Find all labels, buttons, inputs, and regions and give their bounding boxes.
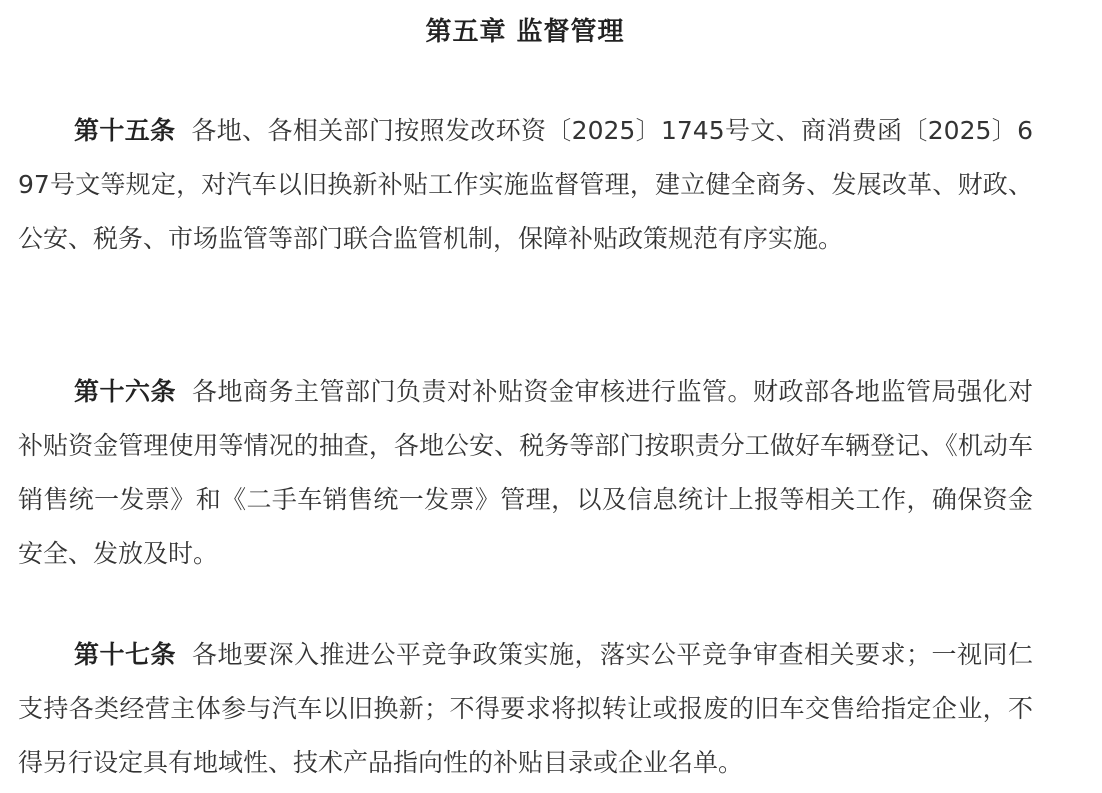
article-text: 各地、各相关部门按照发改环资〔2025〕1745号文、商消费函〔2025〕697号文等规定，对汽车以旧换新补贴工作实施监督管理，建立健全商务、发展改革、财政、公安、税务、市场监管等部门联合监管机制，保障补贴政策规范有序实施。: [18, 116, 1033, 253]
article-paragraph: [18, 365, 1033, 581]
article-label: 第十七条: [74, 640, 176, 669]
chapter-title: 第五章 监督管理: [425, 17, 625, 47]
article-text: 各地商务主管部门负责对补贴资金审核进行监管。财政部各地监管局强化对补贴资金管理使用等情况的抽查，各地公安、税务等部门按职责分工做好车辆登记、《机动车销售统一发票》和《二手车销售统一发票》管理，以及信息统计上报等相关工作，确保资金安全、发放及时。: [18, 377, 1033, 568]
article-paragraph: [18, 628, 1033, 790]
article-label: 第十六条: [74, 377, 176, 406]
article-label: 第十五条: [74, 116, 176, 145]
article-paragraph: [18, 104, 1033, 266]
article-text: 各地要深入推进公平竞争政策实施，落实公平竞争审查相关要求；一视同仁支持各类经营主体参与汽车以旧换新；不得要求将拟转让或报废的旧车交售给指定企业，不得另行设定具有地域性、技术产品指向性的补贴目录或企业名单。: [18, 640, 1033, 777]
